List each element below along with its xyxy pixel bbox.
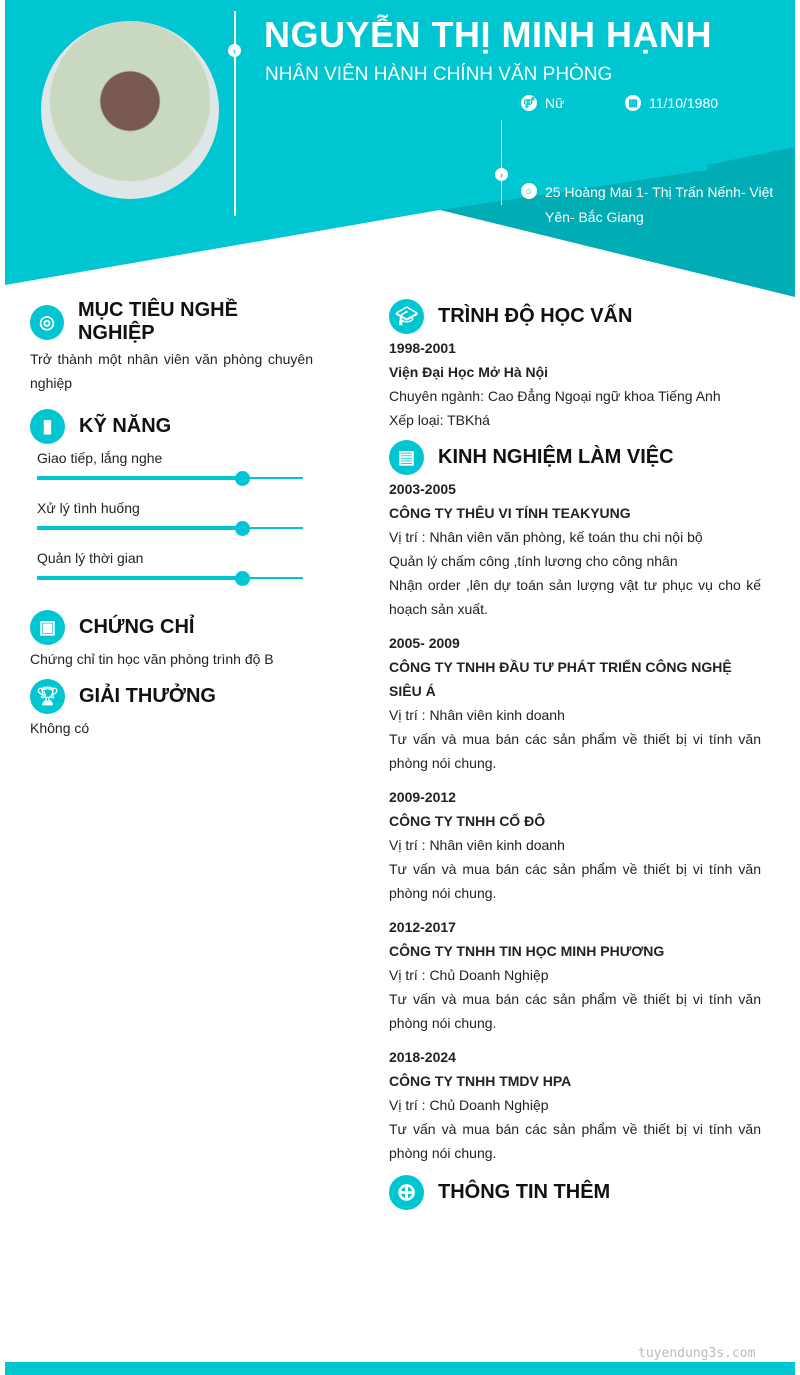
watermark: tuyendung3s.com [638,1346,756,1361]
experience-detail: Tư vấn và mua bán các sản phẩm về thiết bị vi tính văn phòng nói chung. [389,731,761,771]
education-major: Chuyên ngành: Cao Đẳng Ngoại ngữ khoa Tiếng Anh [389,388,721,404]
experience-company: CÔNG TY THÊU VI TÍNH TEAKYUNG [389,505,631,521]
address: 25 Hoàng Mai 1- Thị Trấn Nếnh- Việt Yên- Bắc Giang [545,184,774,225]
certificate-icon: ▣ [30,610,65,645]
section-title-certificates: CHỨNG CHỈ [79,616,195,638]
experience-detail: Quản lý chấm công ,tính lương cho công nhân [389,553,678,569]
experience-company: CÔNG TY TNHH ĐẦU TƯ PHÁT TRIỂN CÔNG NGHỆ SIÊU Á [389,659,732,699]
calendar-icon: ▦ [625,95,641,111]
experience-detail: Vị trí : Chủ Doanh Nghiệp [389,967,549,983]
timeline-line [234,11,236,216]
target-icon: ◎ [30,305,64,340]
footer-bar [5,1362,795,1375]
education-grade: Xếp loại: TBKhá [389,412,490,428]
objective-text: Trở thành một nhân viên văn phòng chuyên nghiệp [30,351,313,391]
skill-knob [235,521,250,536]
chevron-right-icon: › [228,44,241,57]
trophy-icon: 🏆︎ [30,679,65,714]
experience-detail: Vị trí : Chủ Doanh Nghiệp [389,1097,549,1113]
experience-company: CÔNG TY TNHH TMDV HPA [389,1073,572,1089]
plus-circle-icon: ⊕ [389,1175,424,1210]
skill-slider [37,550,303,600]
experience-period: 2005- 2009 [389,635,460,651]
skill-label: Giao tiếp, lắng nghe [37,450,163,466]
skill-fill [37,576,242,580]
experience-period: 2018-2024 [389,1049,456,1065]
briefcase-icon: ▤ [389,440,424,475]
education-school: Viện Đại Học Mở Hà Nội [389,364,549,380]
section-title-objective: MỤC TIÊU NGHỀ NGHIỆP [77,299,238,344]
experience-period: 2003-2005 [389,481,456,497]
section-title-extra: THÔNG TIN THÊM [438,1181,611,1203]
section-title-awards: GIẢI THƯỞNG [79,685,216,707]
experience-period: 2009-2012 [389,789,456,805]
skill-fill [37,526,242,530]
profile-photo [41,21,219,199]
home-icon: ⌂ [521,183,537,199]
gender-icon: ⚤ [521,95,537,111]
skill-slider [37,450,303,500]
certificates-text: Chứng chỉ tin học văn phòng trình độ B [30,651,274,667]
gender: Nữ [545,95,565,111]
skill-fill [37,476,242,480]
experience-item [389,477,761,621]
experience-detail: Vị trí : Nhân viên kinh doanh [389,837,565,853]
experience-detail: Vị trí : Nhân viên kinh doanh [389,707,565,723]
experience-detail: Tư vấn và mua bán các sản phẩm về thiết bị vi tính văn phòng nói chung. [389,991,761,1031]
skill-slider [37,500,303,550]
experience-period: 2012-2017 [389,919,456,935]
job-title: NHÂN VIÊN HÀNH CHÍNH VĂN PHÒNG [265,64,613,85]
bar-chart-icon: ▮ [30,409,65,444]
experience-item [389,785,761,905]
left-column [30,299,313,740]
skill-label: Quản lý thời gian [37,550,144,566]
timeline-line [501,120,502,205]
right-column [389,299,761,1210]
awards-text: Không có [30,720,90,736]
experience-detail: Vị trí : Nhân viên văn phòng, kế toán thu chi nội bộ [389,529,703,545]
experience-detail: Tư vấn và mua bán các sản phẩm về thiết bị vi tính văn phòng nói chung. [389,861,761,901]
experience-item [389,915,761,1035]
skill-label: Xử lý tình huống [37,500,140,516]
experience-item [389,1045,761,1165]
experience-company: CÔNG TY TNHH TIN HỌC MINH PHƯƠNG [389,943,665,959]
experience-company: CÔNG TY TNHH CỐ ĐÔ [389,813,546,829]
experience-item [389,631,761,775]
experience-detail: Nhận order ,lên dự toán sản lượng vật tư phục vụ cho kế hoạch sản xuất. [389,577,761,617]
experience-detail: Tư vấn và mua bán các sản phẩm về thiết bị vi tính văn phòng nói chung. [389,1121,761,1161]
skill-knob [235,471,250,486]
birthdate: 11/10/1980 [649,95,719,111]
graduation-cap-icon: 🎓︎ [389,299,424,334]
candidate-name: NGUYỄN THỊ MINH HẠNH [264,14,712,55]
section-title-education: TRÌNH ĐỘ HỌC VẤN [438,305,633,327]
section-title-skills: KỸ NĂNG [79,415,172,437]
education-period: 1998-2001 [389,340,456,356]
chevron-right-icon: › [495,168,508,181]
skill-knob [235,571,250,586]
section-title-experience: KINH NGHIỆM LÀM VIỆC [438,446,674,468]
